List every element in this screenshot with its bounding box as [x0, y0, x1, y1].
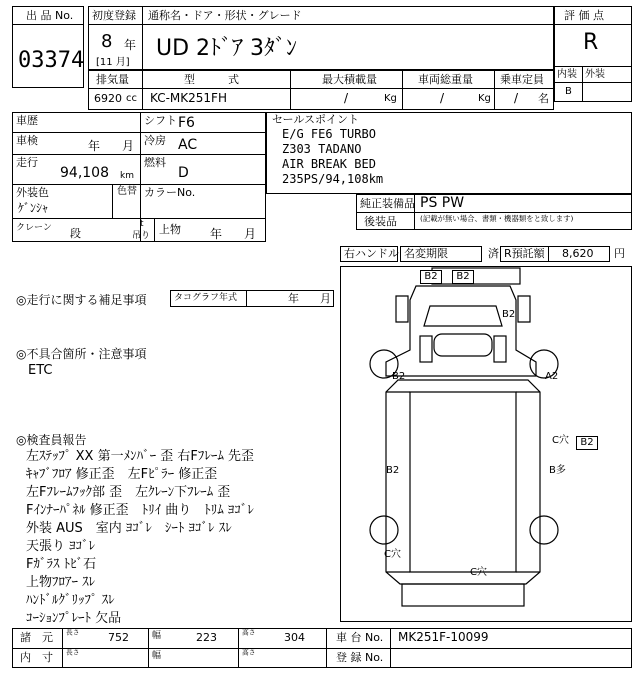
model-label: 型 式: [184, 73, 239, 86]
damage-mark: B2: [576, 436, 598, 450]
interior-grade-label: 内装: [557, 69, 577, 80]
defect-item: ETC: [28, 363, 53, 378]
registration-year-unit: 年: [124, 38, 137, 52]
damage-mark: C穴: [384, 549, 401, 560]
first-registration-label: 初度登録: [92, 9, 136, 22]
inspector-line: 上物ﾌﾛｱｰ ｽﾚ: [26, 575, 96, 590]
fuel-label: 燃料: [144, 156, 166, 169]
equipment-value: PS PW: [420, 195, 465, 211]
aftermarket-label: 後装品: [364, 215, 397, 228]
steering-value: 右ハンドル: [344, 247, 399, 260]
inspector-line: ｷｬﾌﾞﾌﾛｱ 修正歪 左Fﾋﾟﾗｰ 修正歪: [26, 467, 218, 482]
inspector-line: ｺｰｼｮﾝﾌﾟﾚｰﾄ 欠品: [26, 611, 122, 626]
interior-grade: B: [565, 86, 572, 97]
max-load-label: 最大積載量: [322, 73, 377, 86]
damage-mark: C穴: [470, 567, 487, 578]
max-load-unit: Kg: [384, 93, 397, 104]
sales-point-line: AIR BREAK BED: [282, 157, 376, 171]
rename-deadline-label: 名変期限: [404, 247, 448, 260]
exterior-grade-label: 外装: [585, 69, 605, 80]
inspection-label: 車検: [16, 134, 38, 147]
lot-number-label: 出 品 No.: [26, 9, 74, 22]
recycle-amount: 8,620: [562, 247, 594, 260]
capacity-value: /: [514, 91, 519, 105]
damage-mark: A2: [545, 371, 559, 382]
chassis-number-label: 車 台 No.: [336, 631, 384, 644]
length-value: 752: [108, 631, 129, 644]
car-name: UD 2ﾄﾞｱ 3ﾀﾞﾝ: [156, 36, 298, 61]
body-year-unit: 年: [210, 227, 223, 241]
width-label: 幅: [152, 631, 162, 641]
crane-stage-unit: 段: [70, 227, 81, 240]
damage-mark: B2: [392, 371, 406, 382]
mileage-unit: km: [120, 171, 134, 181]
inspector-line: Fｶﾞﾗｽ ﾄﾋﾞ石: [26, 557, 97, 572]
max-load-value: /: [344, 91, 349, 105]
exterior-color-value: ｹﾞﾝｼｬ: [18, 201, 49, 215]
damage-mark: B2: [452, 270, 474, 284]
inspector-line: Fｲﾝﾅｰﾊﾟﾈﾙ 修正歪 ﾄﾘｲ 曲り ﾄﾘﾑ ﾖｺﾞﾚ: [26, 503, 254, 518]
gross-weight-value: /: [440, 91, 445, 105]
aftermarket-note: (記載が無い場合、書類・機器類をと致します): [420, 215, 574, 224]
mileage-label: 走行: [16, 156, 38, 169]
grade-label: 評 価 点: [564, 9, 604, 22]
dimensions-label: 諸 元: [20, 631, 53, 644]
chassis-number: MK251F-10099: [398, 630, 489, 644]
history-label: 車歴: [16, 114, 38, 127]
interior-width-label: 幅: [152, 651, 162, 661]
crane-ton-unit: t: [140, 219, 144, 229]
length-label: 長さ: [66, 629, 80, 637]
damage-mark: B2: [386, 465, 400, 476]
supplement-title: ◎走行に関する補足事項: [16, 293, 147, 307]
fuel-value: D: [178, 165, 189, 181]
inspector-line: 外装 AUS 室内 ﾖｺﾞﾚ ｼｰﾄ ﾖｺﾞﾚ ｽﾚ: [26, 521, 232, 536]
height-value: 304: [284, 631, 305, 644]
inspector-line: 左Fﾌﾚｰﾑﾌｯｸ部 歪 左ｸﾚｰﾝ下ﾌﾚｰﾑ 歪: [26, 485, 231, 500]
crane-label: クレーン: [16, 223, 52, 233]
model-value: KC-MK251FH: [150, 91, 227, 105]
defects-title: ◎不具合箇所・注意事項: [16, 347, 147, 361]
crane-lift-unit: 吊り: [132, 231, 151, 241]
equipment-label: 純正装備品: [360, 197, 415, 210]
exterior-color-label: 外装色: [16, 186, 49, 199]
registration-year: 8: [101, 31, 113, 52]
recycle-label: R預託額: [504, 247, 545, 260]
car-name-label: 通称名・ドア・形状・グレード: [148, 9, 302, 22]
displacement-label: 排気量: [96, 73, 129, 86]
gross-weight-label: 車両総重量: [418, 73, 473, 86]
interior-length-label: 長さ: [66, 649, 80, 657]
damage-mark: B2: [420, 270, 442, 284]
tachograph-year-unit: 年: [288, 292, 299, 305]
displacement-value: 6920: [94, 92, 122, 105]
sales-point-line: Z303 TADANO: [282, 142, 362, 156]
ac-value: AC: [178, 137, 198, 153]
body-label: 上物: [159, 223, 181, 236]
mileage-value: 94,108: [60, 165, 109, 181]
lot-number: 03374: [18, 48, 85, 73]
registration-month: [11 月]: [96, 57, 130, 68]
inspection-month-unit: 月: [122, 139, 135, 153]
height-label: 高さ: [242, 629, 256, 637]
sales-point-label: セールスポイント: [272, 113, 360, 126]
color-change-label: 色替: [117, 186, 137, 197]
recycle-mark: 済: [488, 247, 499, 260]
damage-mark: C穴: [552, 435, 569, 446]
inspector-line: 天張り ﾖｺﾞﾚ: [26, 539, 96, 554]
sales-point-line: E/G FE6 TURBO: [282, 127, 376, 141]
registration-number-label: 登 録 No.: [336, 651, 384, 664]
recycle-yen: 円: [614, 247, 625, 260]
ac-label: 冷房: [144, 134, 166, 147]
interior-dimensions-label: 内 寸: [20, 651, 53, 664]
gross-weight-unit: Kg: [478, 93, 491, 104]
interior-height-label: 高さ: [242, 649, 256, 657]
tachograph-month-unit: 月: [320, 292, 331, 305]
sales-point-line: 235PS/94,108km: [282, 172, 384, 186]
shift-label: シフト: [144, 114, 177, 127]
width-value: 223: [196, 631, 217, 644]
inspection-year-unit: 年: [88, 139, 101, 153]
capacity-label: 乗車定員: [500, 73, 544, 86]
body-month-unit: 月: [244, 227, 257, 241]
cc-unit: cc: [126, 93, 137, 104]
shift-value: F6: [178, 115, 195, 131]
inspector-line: ﾊﾝﾄﾞﾙｸﾞﾘｯﾌﾟ ｽﾚ: [26, 593, 115, 608]
capacity-unit: 名: [538, 92, 549, 105]
color-code-label: カラーNo.: [144, 186, 196, 199]
damage-mark: B2: [502, 309, 516, 320]
damage-mark: B多: [549, 465, 566, 476]
inspector-line: 左ｽﾃｯﾌﾟ XX 第一ﾒﾝﾊﾞｰ 歪 右Fﾌﾚｰﾑ 先歪: [26, 449, 254, 464]
overall-grade: R: [583, 30, 599, 55]
inspector-title: ◎検査員報告: [16, 433, 87, 447]
tachograph-label: タコグラフ年式: [174, 293, 238, 303]
